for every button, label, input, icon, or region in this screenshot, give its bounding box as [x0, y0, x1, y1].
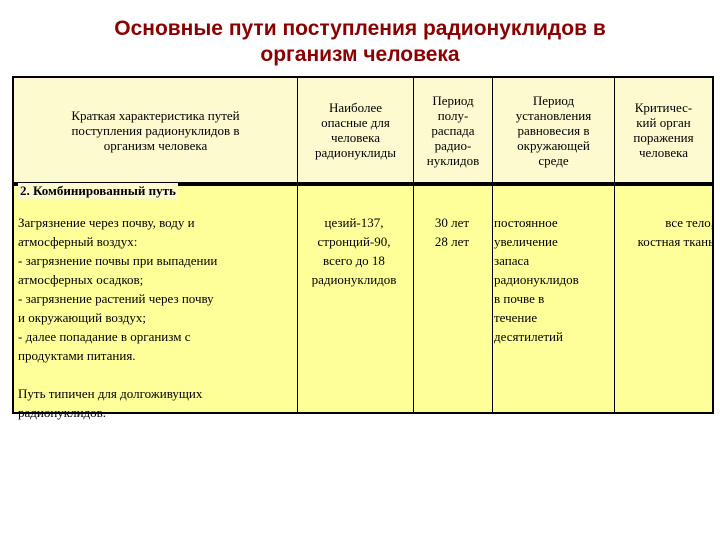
equilibrium-line: увеличение	[494, 234, 558, 249]
equilibrium-line: течение	[494, 310, 538, 325]
equilibrium-line: постоянное	[494, 215, 558, 230]
description-line: Загрязнение через почву, воду и	[18, 215, 195, 230]
dangerous-nuclides-cell	[298, 213, 410, 289]
critical-organ-cell	[610, 213, 714, 251]
header-path-characteristic: Краткая характеристика путей поступления радионуклидов в организм человека	[71, 107, 240, 153]
header-dangerous-nuclides: Наиболее опасные для человека радионуклиды	[315, 100, 396, 160]
note-line: радионуклидов.	[18, 405, 107, 420]
description-line: и окружающий воздух;	[18, 310, 146, 325]
note-line: Путь типичен для долгоживущих	[18, 386, 203, 401]
equilibrium-line: запаса	[494, 253, 530, 268]
description-line: атмосферных осадков;	[18, 272, 144, 287]
description-line: - далее попадание в организм с	[18, 329, 191, 344]
path-description	[18, 213, 296, 422]
equilibrium-line: в почве в	[494, 291, 545, 306]
description-line: атмосферный воздух:	[18, 234, 138, 249]
title-line-1: Основные пути поступления радионуклидов в	[114, 17, 606, 40]
header-half-life: Период полу- распада радио- нуклидов	[426, 92, 480, 168]
description-line: - загрязнение растений через почву	[18, 291, 214, 306]
title-line-2: организм человека	[260, 43, 460, 66]
radionuclide-table	[12, 76, 714, 420]
equilibrium-period-cell	[494, 213, 610, 346]
organ-line: костная ткань	[637, 234, 714, 249]
header-equilibrium-period: Период установления равновесия в окружающей среде	[515, 92, 592, 168]
equilibrium-line: радионуклидов	[494, 272, 579, 287]
nuclide-line: цезий-137,	[324, 215, 384, 230]
nuclide-line: радионуклидов	[311, 272, 397, 287]
header-critical-organ: Критичес- кий орган поражения человека	[633, 100, 694, 160]
section-label: 2. Комбинированный путь	[20, 183, 176, 198]
organ-line: все тело,	[665, 215, 714, 230]
equilibrium-line: десятилетий	[494, 329, 563, 344]
description-line: продуктами питания.	[18, 348, 136, 363]
description-line: - загрязнение почвы при выпадении	[18, 253, 218, 268]
half-life-cell	[414, 213, 490, 251]
half-life-line: 28 лет	[434, 234, 470, 249]
page-title	[0, 16, 720, 68]
half-life-line: 30 лет	[434, 215, 470, 230]
nuclide-line: всего до 18	[323, 253, 385, 268]
nuclide-line: стронций-90,	[317, 234, 391, 249]
